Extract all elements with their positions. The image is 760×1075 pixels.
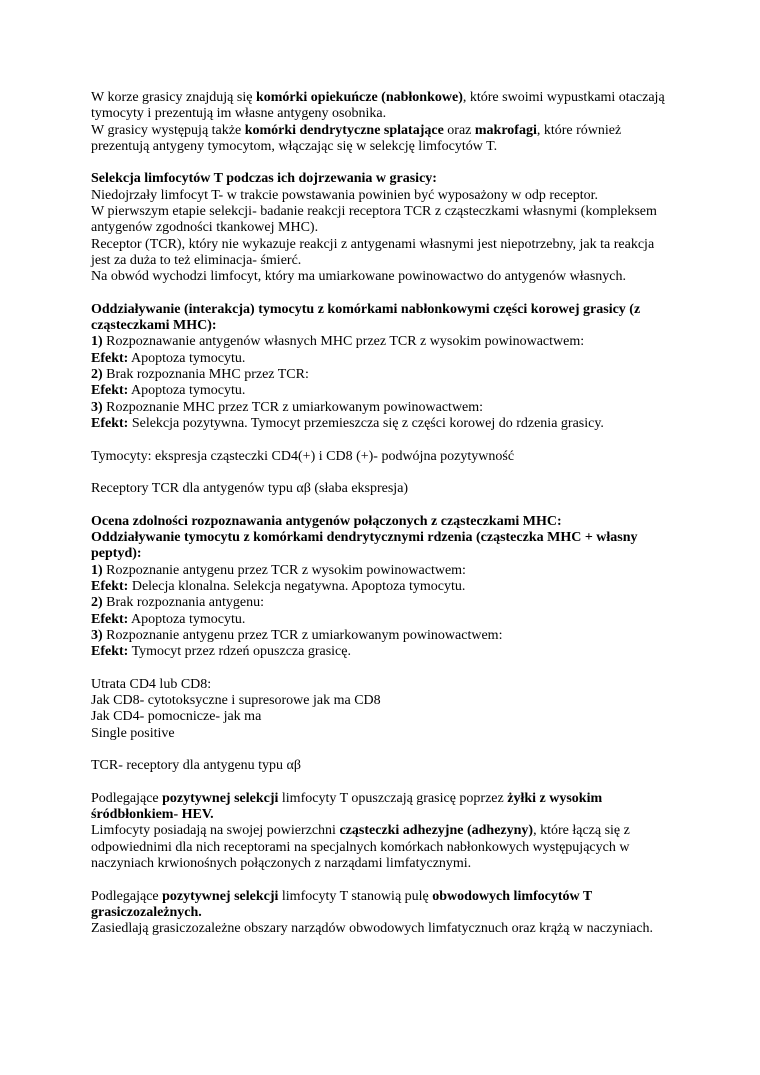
text-line — [91, 204, 691, 220]
text-line — [91, 220, 691, 236]
bold-text: Selekcja limfocytów T podczas ich dojrzewania w grasicy: — [91, 171, 437, 187]
text: Rozpoznawanie antygenów własnych MHC przez TCR z wysokim powinowactwem: — [102, 334, 585, 350]
text-line — [91, 514, 691, 530]
text-line — [91, 106, 691, 122]
text-line — [91, 563, 691, 579]
text: Receptor (TCR), który nie wykazuje reakcji z antygenami własnymi jest niepotrzebny, jak ta reakcja — [91, 236, 655, 252]
paragraph-spacer — [91, 432, 691, 448]
text-line — [91, 726, 691, 742]
paragraph — [91, 677, 691, 742]
bold-text: cząsteczkami MHC): — [91, 318, 217, 334]
text: Utrata CD4 lub CD8: — [91, 676, 212, 692]
text: Limfocyty posiadają na swojej powierzchni — [91, 823, 340, 839]
text: Jak CD8- cytotoksyczne i supresorowe jak ma CD8 — [91, 692, 381, 708]
text-line — [91, 840, 691, 856]
text-line — [91, 758, 691, 774]
text: Receptory TCR dla antygenów typu αβ (słaba ekspresja) — [91, 481, 409, 497]
text: Tymocyt przez rdzeń opuszcza grasicę. — [128, 644, 351, 660]
bold-text: obwodowych limfocytów T — [432, 888, 593, 904]
bold-text: żyłki z wysokim — [507, 790, 603, 806]
paragraph — [91, 889, 691, 938]
text-line — [91, 595, 691, 611]
bold-text: Oddziaływanie (interakcja) tymocytu z komórkami nabłonkowymi części korowej grasicy (z — [91, 301, 641, 317]
text: limfocyty T stanowią pulę — [278, 888, 433, 904]
text: oraz — [443, 122, 475, 138]
text: antygenów zgodności tkankowej MHC). — [91, 220, 319, 236]
text: TCR- receptory dla antygenu typu αβ — [91, 758, 302, 774]
bold-text: cząsteczki adhezyjne (adhezyny) — [339, 823, 534, 839]
paragraph — [91, 758, 691, 774]
text-line — [91, 351, 691, 367]
text-line — [91, 628, 691, 644]
bold-text: 3) — [91, 399, 103, 415]
paragraph — [91, 791, 691, 872]
paragraph-spacer — [91, 155, 691, 171]
bold-text: Efekt: — [91, 644, 129, 660]
text-line — [91, 709, 691, 725]
text: W korze grasicy znajdują się — [91, 90, 256, 105]
paragraph — [91, 90, 691, 155]
bold-text: 2) — [91, 595, 103, 611]
text: Rozpoznanie antygenu przez TCR z umiarkowanym powinowactwem: — [102, 627, 503, 643]
text: Selekcja pozytywna. Tymocyt przemieszcza się z części korowej do rdzenia grasicy. — [128, 415, 604, 431]
text: W grasicy występują także — [91, 122, 245, 138]
text-line — [91, 889, 691, 905]
text-line — [91, 188, 691, 204]
text-line — [91, 791, 691, 807]
text-line — [91, 416, 691, 432]
text-line — [91, 334, 691, 350]
text-line — [91, 612, 691, 628]
text: Delecja klonalna. Selekcja negatywna. Apoptoza tymocytu. — [128, 578, 466, 594]
text-line — [91, 253, 691, 269]
text-line — [91, 318, 691, 334]
text: Rozpoznanie antygenu przez TCR z wysokim powinowactwem: — [102, 562, 466, 578]
text: Podlegające — [91, 888, 163, 904]
text-line — [91, 856, 691, 872]
bold-text: 3) — [91, 627, 103, 643]
text: Rozpoznanie MHC przez TCR z umiarkowanym powinowactwem: — [102, 399, 484, 415]
text-line — [91, 171, 691, 187]
text: Jak CD4- pomocnicze- jak ma — [91, 709, 262, 725]
text: Zasiedlają grasiczozależne obszary narządów obwodowych limfatycznuch oraz krążą w naczyniach. — [91, 921, 654, 937]
text-line — [91, 302, 691, 318]
text: Na obwód wychodzi limfocyt, który ma umiarkowane powinowactwo do antygenów własnych. — [91, 269, 626, 285]
text-line — [91, 400, 691, 416]
text-line — [91, 905, 691, 921]
text: Apoptoza tymocytu. — [128, 383, 246, 399]
bold-text: Ocena zdolności rozpoznawania antygenów połączonych z cząsteczkami MHC: — [91, 513, 562, 529]
text-line — [91, 269, 691, 285]
text: jest za duża to też eliminacja- śmierć. — [91, 252, 302, 268]
text-line — [91, 449, 691, 465]
text-line — [91, 807, 691, 823]
paragraph — [91, 302, 691, 432]
bold-text: Oddziaływanie tymocytu z komórkami dendrytycznymi rdzenia (cząsteczka MHC + własny — [91, 530, 638, 546]
bold-text: Efekt: — [91, 350, 129, 366]
paragraph-spacer — [91, 774, 691, 790]
paragraph-spacer — [91, 742, 691, 758]
paragraph-spacer — [91, 872, 691, 888]
bold-text: Efekt: — [91, 611, 129, 627]
text-line — [91, 481, 691, 497]
text-line — [91, 90, 691, 106]
text-line — [91, 367, 691, 383]
paragraph — [91, 171, 691, 285]
text: tymocyty i prezentują im własne antygeny osobnika. — [91, 106, 387, 122]
bold-text: 2) — [91, 367, 103, 383]
text: Apoptoza tymocytu. — [128, 611, 246, 627]
bold-text: komórki opiekuńcze (nabłonkowe) — [255, 90, 463, 105]
text-line — [91, 693, 691, 709]
text: odpowiednimi dla nich receptorami na specjalnych komórkach nabłonkowych występujących w — [91, 839, 630, 855]
text-line — [91, 123, 691, 139]
text: , które swoimi wypustkami otaczają — [462, 90, 665, 105]
text-line — [91, 546, 691, 562]
paragraph-spacer — [91, 465, 691, 481]
text-line — [91, 677, 691, 693]
text-line — [91, 383, 691, 399]
text: limfocyty T opuszczają grasicę poprzez — [278, 790, 508, 806]
bold-text: Efekt: — [91, 415, 129, 431]
bold-text: komórki dendrytyczne splatające — [244, 122, 444, 138]
bold-text: Efekt: — [91, 383, 129, 399]
text-line — [91, 921, 691, 937]
bold-text: 1) — [91, 562, 103, 578]
bold-text: peptyd): — [91, 546, 142, 562]
paragraph — [91, 514, 691, 661]
paragraph-spacer — [91, 286, 691, 302]
bold-text: Efekt: — [91, 578, 129, 594]
bold-text: śródbłonkiem- HEV. — [91, 807, 214, 823]
bold-text: makrofagi — [474, 122, 537, 138]
text: Brak rozpoznania antygenu: — [102, 595, 264, 611]
paragraph-spacer — [91, 497, 691, 513]
paragraph — [91, 481, 691, 497]
text-line — [91, 579, 691, 595]
text-line — [91, 530, 691, 546]
text-line — [91, 644, 691, 660]
text: , które również — [536, 122, 622, 138]
text: Single positive — [91, 725, 175, 741]
text: prezentują antygeny tymocytom, włączając się w selekcję limfocytów T. — [91, 138, 498, 154]
text-line — [91, 237, 691, 253]
text-line — [91, 823, 691, 839]
text: , które łączą się z — [533, 823, 630, 839]
bold-text: 1) — [91, 334, 103, 350]
document-page — [91, 90, 691, 937]
bold-text: pozytywnej selekcji — [162, 888, 279, 904]
text-line — [91, 139, 691, 155]
text: W pierwszym etapie selekcji- badanie reakcji receptora TCR z cząsteczkami własnymi (kompleksem — [91, 204, 657, 220]
text: Apoptoza tymocytu. — [128, 350, 246, 366]
text: Tymocyty: ekspresja cząsteczki CD4(+) i CD8 (+)- podwójna pozytywność — [91, 448, 515, 464]
paragraph — [91, 449, 691, 465]
text: Brak rozpoznania MHC przez TCR: — [102, 367, 309, 383]
text: naczyniach krwionośnych połączonych z narządami limfatycznymi. — [91, 855, 472, 871]
bold-text: pozytywnej selekcji — [162, 790, 279, 806]
paragraph-spacer — [91, 660, 691, 676]
text: Podlegające — [91, 790, 163, 806]
text: Niedojrzały limfocyt T- w trakcie powstawania powinien być wyposażony w odp receptor. — [91, 187, 598, 203]
bold-text: grasiczozależnych. — [91, 904, 202, 920]
